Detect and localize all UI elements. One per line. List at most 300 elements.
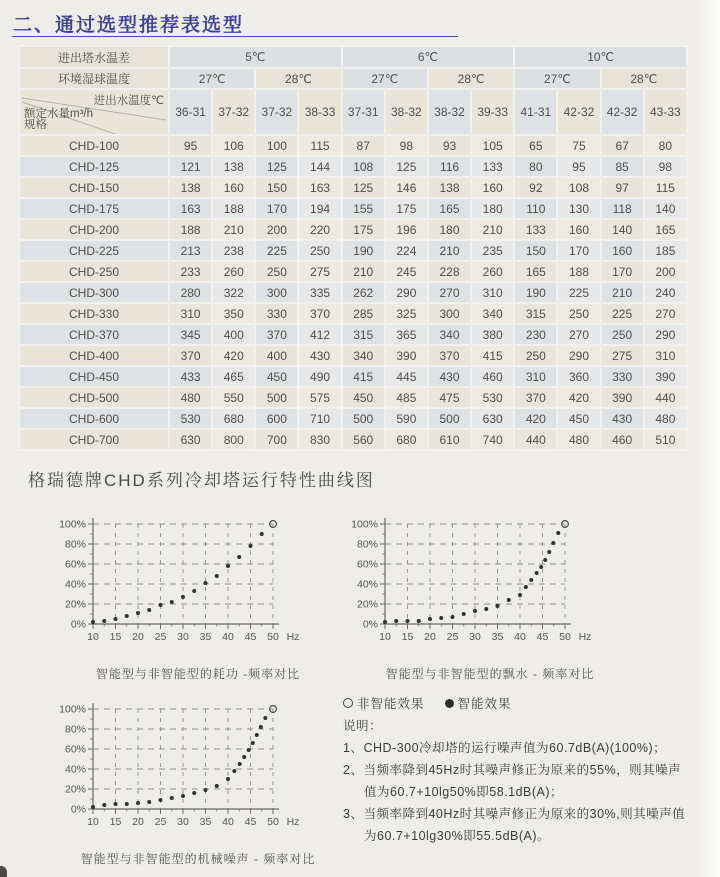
table-cell-flow-value: 290 — [644, 324, 687, 345]
table-row — [19, 345, 687, 366]
table-cell-flow-value: 275 — [601, 345, 644, 366]
table-cell-flow-value: 430 — [601, 408, 644, 429]
table-cell-flow-value: 460 — [471, 366, 514, 387]
row-label-model: CHD-450 — [19, 366, 169, 387]
table-cell-flow-value: 420 — [514, 408, 557, 429]
row-label-model: CHD-500 — [19, 387, 169, 408]
table-cell-flow-value: 322 — [212, 282, 255, 303]
corner-label-spec: 规格 — [24, 119, 47, 131]
table-cell-flow-value: 290 — [557, 345, 600, 366]
table-cell-flow-value: 125 — [255, 156, 298, 177]
table-cell-flow-value: 340 — [471, 303, 514, 324]
header-inlet-outlet-value: 36-31 — [169, 89, 212, 135]
header-temp-diff-value: 6℃ — [342, 46, 515, 68]
legend-entry-non-smart — [343, 694, 425, 712]
table-cell-flow-value: 450 — [255, 366, 298, 387]
table-cell-flow-value: 140 — [601, 219, 644, 240]
table-cell-flow-value: 92 — [514, 177, 557, 198]
curves-section-heading: 格瑞德牌CHD系列冷却塔运行特性曲线图 — [28, 471, 375, 490]
table-cell-flow-value: 290 — [385, 282, 428, 303]
corner-label-inlet-outlet-temp: 进出水温度℃ — [93, 95, 164, 107]
table-row — [19, 429, 687, 450]
table-cell-flow-value: 106 — [212, 135, 255, 156]
table-cell-flow-value: 97 — [601, 177, 644, 198]
table-cell-flow-value: 125 — [385, 156, 428, 177]
table-cell-flow-value: 300 — [255, 282, 298, 303]
table-cell-flow-value: 380 — [471, 324, 514, 345]
svg-text:15: 15 — [109, 816, 122, 828]
row-label-model: CHD-300 — [19, 282, 169, 303]
table-cell-flow-value: 335 — [298, 282, 341, 303]
note-line: 为60.7+10lg30%即55.5dB(A)。 — [364, 829, 551, 843]
svg-text:10: 10 — [87, 816, 99, 828]
table-cell-flow-value: 105 — [471, 135, 514, 156]
table-cell-flow-value: 275 — [298, 261, 341, 282]
svg-text:0%: 0% — [362, 618, 378, 631]
table-cell-flow-value: 630 — [471, 408, 514, 429]
svg-text:100%: 100% — [351, 518, 378, 531]
table-cell-flow-value: 412 — [298, 324, 341, 345]
table-cell-flow-value: 188 — [557, 261, 600, 282]
table-cell-flow-value: 260 — [471, 261, 514, 282]
svg-text:20: 20 — [132, 816, 144, 828]
table-cell-flow-value: 310 — [471, 282, 514, 303]
svg-text:30: 30 — [469, 631, 481, 643]
table-cell-flow-value: 190 — [342, 240, 385, 261]
header-inlet-outlet-value: 38-33 — [298, 89, 341, 135]
svg-text:0%: 0% — [70, 618, 86, 631]
table-cell-flow-value: 250 — [255, 261, 298, 282]
svg-text:45: 45 — [536, 631, 549, 643]
row-label-model: CHD-330 — [19, 303, 169, 324]
table-cell-flow-value: 270 — [557, 324, 600, 345]
table-cell-flow-value: 365 — [385, 324, 428, 345]
drift-frequency-chart — [340, 512, 640, 682]
table-cell-flow-value: 370 — [255, 324, 298, 345]
table-cell-flow-value: 115 — [298, 135, 341, 156]
selection-table — [18, 45, 688, 451]
table-cell-flow-value: 315 — [514, 303, 557, 324]
table-cell-flow-value: 480 — [557, 429, 600, 450]
table-cell-flow-value: 490 — [298, 366, 341, 387]
table-cell-flow-value: 610 — [428, 429, 471, 450]
table-cell-flow-value: 262 — [342, 282, 385, 303]
table-cell-flow-value: 370 — [428, 345, 471, 366]
header-inlet-outlet-value: 37-31 — [342, 89, 385, 135]
table-cell-flow-value: 185 — [644, 240, 687, 261]
table-cell-flow-value: 370 — [514, 387, 557, 408]
table-cell-flow-value: 238 — [212, 240, 255, 261]
table-cell-flow-value: 163 — [298, 177, 341, 198]
drift-frequency-chart-plot — [340, 512, 640, 660]
table-cell-flow-value: 590 — [385, 408, 428, 429]
corner-label-rated-flow: 额定水量m³/h — [24, 108, 93, 120]
table-cell-flow-value: 480 — [169, 387, 212, 408]
header-inlet-outlet-value: 37-32 — [212, 89, 255, 135]
selection-table-header — [19, 46, 687, 135]
table-cell-flow-value: 350 — [212, 303, 255, 324]
header-inlet-outlet-value: 37-32 — [255, 89, 298, 135]
header-inlet-outlet-value: 39-33 — [471, 89, 514, 135]
svg-text:20: 20 — [424, 631, 436, 643]
table-cell-flow-value: 210 — [428, 240, 471, 261]
header-inlet-outlet-value: 38-32 — [428, 89, 471, 135]
table-cell-flow-value: 800 — [212, 429, 255, 450]
table-cell-flow-value: 310 — [644, 345, 687, 366]
table-cell-flow-value: 210 — [601, 282, 644, 303]
header-inlet-outlet-value: 38-32 — [385, 89, 428, 135]
table-cell-flow-value: 340 — [428, 324, 471, 345]
svg-text:50: 50 — [267, 816, 279, 828]
svg-text:25: 25 — [446, 631, 459, 643]
svg-text:45: 45 — [244, 816, 257, 828]
table-cell-flow-value: 170 — [557, 240, 600, 261]
table-cell-flow-value: 433 — [169, 366, 212, 387]
table-cell-flow-value: 170 — [255, 198, 298, 219]
table-cell-flow-value: 220 — [298, 219, 341, 240]
table-cell-flow-value: 340 — [342, 345, 385, 366]
row-label-model: CHD-200 — [19, 219, 169, 240]
svg-text:15: 15 — [401, 631, 414, 643]
svg-text:50: 50 — [559, 631, 571, 643]
svg-text:Hz: Hz — [286, 631, 300, 643]
table-cell-flow-value: 475 — [428, 387, 471, 408]
table-cell-flow-value: 194 — [298, 198, 341, 219]
table-cell-flow-value: 190 — [514, 282, 557, 303]
table-row — [19, 387, 687, 408]
header-label-wet-bulb: 环境湿球温度 — [19, 68, 169, 89]
table-cell-flow-value: 165 — [644, 219, 687, 240]
svg-text:Hz: Hz — [578, 631, 592, 643]
table-cell-flow-value: 140 — [644, 198, 687, 219]
table-cell-flow-value: 430 — [298, 345, 341, 366]
page-edge-strip — [696, 0, 720, 877]
filled-circle-icon — [445, 699, 454, 708]
table-cell-flow-value: 160 — [557, 219, 600, 240]
table-cell-flow-value: 680 — [212, 408, 255, 429]
table-cell-flow-value: 150 — [255, 177, 298, 198]
table-cell-flow-value: 285 — [342, 303, 385, 324]
table-cell-flow-value: 740 — [471, 429, 514, 450]
table-cell-flow-value: 225 — [557, 282, 600, 303]
header-inlet-outlet-value: 42-32 — [557, 89, 600, 135]
svg-text:15: 15 — [109, 631, 122, 643]
table-cell-flow-value: 93 — [428, 135, 471, 156]
table-cell-flow-value: 450 — [557, 408, 600, 429]
table-cell-flow-value: 108 — [557, 177, 600, 198]
note-line: 3、当频率降到40Hz时其噪声修正为原来的30%,则其噪声值 — [343, 807, 686, 821]
header-wet-bulb-value: 27℃ — [342, 68, 428, 89]
svg-text:Hz: Hz — [286, 816, 300, 828]
table-cell-flow-value: 80 — [644, 135, 687, 156]
note-line: 值为60.7+10lg50%即58.1dB(A)； — [364, 785, 564, 799]
header-corner-cell — [19, 89, 169, 135]
row-label-model: CHD-175 — [19, 198, 169, 219]
table-cell-flow-value: 240 — [644, 282, 687, 303]
table-cell-flow-value: 250 — [557, 303, 600, 324]
notes-lines — [343, 737, 715, 847]
row-label-model: CHD-250 — [19, 261, 169, 282]
table-cell-flow-value: 188 — [169, 219, 212, 240]
table-cell-flow-value: 315 — [342, 324, 385, 345]
table-cell-flow-value: 175 — [385, 198, 428, 219]
scan-corner-mark — [0, 866, 7, 877]
table-cell-flow-value: 430 — [428, 366, 471, 387]
header-temp-diff-value: 5℃ — [169, 46, 342, 68]
legend-entry-smart — [445, 694, 512, 712]
title-underline — [12, 36, 458, 37]
row-label-model: CHD-370 — [19, 324, 169, 345]
power-frequency-chart-plot — [48, 512, 348, 660]
table-cell-flow-value: 530 — [471, 387, 514, 408]
table-cell-flow-value: 228 — [428, 261, 471, 282]
svg-text:20%: 20% — [64, 783, 86, 796]
legend-label: 非智能效果 — [357, 697, 425, 711]
row-label-model: CHD-150 — [19, 177, 169, 198]
table-cell-flow-value: 330 — [601, 366, 644, 387]
table-cell-flow-value: 175 — [342, 219, 385, 240]
svg-text:40%: 40% — [356, 578, 378, 591]
table-cell-flow-value: 250 — [514, 345, 557, 366]
table-cell-flow-value: 233 — [169, 261, 212, 282]
row-label-model: CHD-100 — [19, 135, 169, 156]
table-cell-flow-value: 163 — [169, 198, 212, 219]
table-cell-flow-value: 390 — [601, 387, 644, 408]
table-cell-flow-value: 65 — [514, 135, 557, 156]
table-cell-flow-value: 160 — [471, 177, 514, 198]
table-cell-flow-value: 116 — [428, 156, 471, 177]
table-cell-flow-value: 440 — [514, 429, 557, 450]
page-title: 二、通过选型推荐表选型 — [13, 15, 245, 36]
table-cell-flow-value: 224 — [385, 240, 428, 261]
table-cell-flow-value: 415 — [471, 345, 514, 366]
table-cell-flow-value: 85 — [601, 156, 644, 177]
svg-text:50: 50 — [267, 631, 279, 643]
table-cell-flow-value: 118 — [601, 198, 644, 219]
table-cell-flow-value: 450 — [342, 387, 385, 408]
legend-label: 智能效果 — [457, 697, 512, 711]
table-cell-flow-value: 98 — [385, 135, 428, 156]
table-cell-flow-value: 225 — [601, 303, 644, 324]
header-inlet-outlet-value: 41-31 — [514, 89, 557, 135]
table-cell-flow-value: 300 — [428, 303, 471, 324]
table-cell-flow-value: 400 — [255, 345, 298, 366]
table-cell-flow-value: 196 — [385, 219, 428, 240]
table-cell-flow-value: 180 — [428, 219, 471, 240]
table-cell-flow-value: 138 — [428, 177, 471, 198]
table-cell-flow-value: 160 — [212, 177, 255, 198]
table-cell-flow-value: 121 — [169, 156, 212, 177]
header-wet-bulb-value: 28℃ — [601, 68, 687, 89]
table-cell-flow-value: 67 — [601, 135, 644, 156]
chart-legend — [343, 694, 512, 712]
row-label-model: CHD-225 — [19, 240, 169, 261]
table-cell-flow-value: 133 — [471, 156, 514, 177]
table-cell-flow-value: 98 — [644, 156, 687, 177]
svg-text:20%: 20% — [64, 598, 86, 611]
svg-text:20%: 20% — [356, 598, 378, 611]
table-cell-flow-value: 680 — [385, 429, 428, 450]
svg-text:10: 10 — [87, 631, 99, 643]
table-cell-flow-value: 165 — [514, 261, 557, 282]
table-cell-flow-value: 600 — [255, 408, 298, 429]
table-cell-flow-value: 575 — [298, 387, 341, 408]
table-cell-flow-value: 330 — [255, 303, 298, 324]
noise-frequency-chart — [48, 697, 348, 867]
table-cell-flow-value: 95 — [557, 156, 600, 177]
table-cell-flow-value: 710 — [298, 408, 341, 429]
table-cell-flow-value: 445 — [385, 366, 428, 387]
svg-text:40%: 40% — [64, 763, 86, 776]
svg-text:20: 20 — [132, 631, 144, 643]
table-cell-flow-value: 440 — [644, 387, 687, 408]
table-cell-flow-value: 310 — [514, 366, 557, 387]
svg-text:35: 35 — [199, 631, 212, 643]
table-cell-flow-value: 108 — [342, 156, 385, 177]
table-cell-flow-value: 270 — [428, 282, 471, 303]
table-cell-flow-value: 210 — [342, 261, 385, 282]
header-wet-bulb-value: 27℃ — [514, 68, 600, 89]
header-wet-bulb-value: 28℃ — [428, 68, 514, 89]
table-row — [19, 282, 687, 303]
svg-text:40: 40 — [222, 816, 234, 828]
table-cell-flow-value: 87 — [342, 135, 385, 156]
svg-text:80%: 80% — [356, 538, 378, 551]
row-label-model: CHD-600 — [19, 408, 169, 429]
table-cell-flow-value: 180 — [471, 198, 514, 219]
table-cell-flow-value: 146 — [385, 177, 428, 198]
table-cell-flow-value: 160 — [601, 240, 644, 261]
table-cell-flow-value: 325 — [385, 303, 428, 324]
table-cell-flow-value: 465 — [212, 366, 255, 387]
table-cell-flow-value: 500 — [255, 387, 298, 408]
table-cell-flow-value: 170 — [601, 261, 644, 282]
table-row — [19, 198, 687, 219]
table-cell-flow-value: 213 — [169, 240, 212, 261]
table-cell-flow-value: 144 — [298, 156, 341, 177]
table-cell-flow-value: 110 — [514, 198, 557, 219]
table-cell-flow-value: 245 — [385, 261, 428, 282]
table-cell-flow-value: 370 — [298, 303, 341, 324]
svg-text:25: 25 — [154, 816, 167, 828]
table-cell-flow-value: 165 — [428, 198, 471, 219]
table-row — [19, 408, 687, 429]
svg-text:80%: 80% — [64, 538, 86, 551]
table-cell-flow-value: 420 — [557, 387, 600, 408]
row-label-model: CHD-400 — [19, 345, 169, 366]
header-row-temp-diff — [19, 46, 687, 68]
table-cell-flow-value: 280 — [169, 282, 212, 303]
svg-text:40%: 40% — [64, 578, 86, 591]
header-wet-bulb-value: 28℃ — [255, 68, 341, 89]
table-cell-flow-value: 400 — [212, 324, 255, 345]
table-cell-flow-value: 230 — [514, 324, 557, 345]
header-inlet-outlet-value: 42-32 — [601, 89, 644, 135]
table-cell-flow-value: 138 — [212, 156, 255, 177]
table-row — [19, 219, 687, 240]
table-cell-flow-value: 125 — [342, 177, 385, 198]
table-cell-flow-value: 500 — [428, 408, 471, 429]
table-cell-flow-value: 485 — [385, 387, 428, 408]
table-cell-flow-value: 133 — [514, 219, 557, 240]
svg-text:80%: 80% — [64, 723, 86, 736]
table-cell-flow-value: 95 — [169, 135, 212, 156]
table-cell-flow-value: 550 — [212, 387, 255, 408]
table-cell-flow-value: 420 — [212, 345, 255, 366]
table-cell-flow-value: 130 — [557, 198, 600, 219]
table-cell-flow-value: 700 — [255, 429, 298, 450]
svg-text:60%: 60% — [64, 558, 86, 571]
row-label-model: CHD-125 — [19, 156, 169, 177]
table-cell-flow-value: 460 — [601, 429, 644, 450]
header-label-temp-diff: 进出塔水温差 — [19, 46, 169, 68]
table-cell-flow-value: 260 — [212, 261, 255, 282]
header-inlet-outlet-value: 43-33 — [644, 89, 687, 135]
header-row-wet-bulb — [19, 68, 687, 89]
svg-text:60%: 60% — [64, 743, 86, 756]
table-cell-flow-value: 75 — [557, 135, 600, 156]
noise-frequency-chart-plot — [48, 697, 348, 845]
table-cell-flow-value: 530 — [169, 408, 212, 429]
table-cell-flow-value: 138 — [169, 177, 212, 198]
svg-text:30: 30 — [177, 816, 189, 828]
table-cell-flow-value: 345 — [169, 324, 212, 345]
table-cell-flow-value: 415 — [342, 366, 385, 387]
table-row — [19, 324, 687, 345]
table-cell-flow-value: 830 — [298, 429, 341, 450]
notes-title: 说明： — [343, 719, 383, 733]
table-row — [19, 261, 687, 282]
table-cell-flow-value: 310 — [169, 303, 212, 324]
svg-text:40: 40 — [222, 631, 234, 643]
svg-text:35: 35 — [199, 816, 212, 828]
svg-text:60%: 60% — [356, 558, 378, 571]
open-circle-icon — [343, 698, 353, 708]
table-cell-flow-value: 480 — [644, 408, 687, 429]
table-row — [19, 240, 687, 261]
table-row — [19, 135, 687, 156]
notes-block — [343, 715, 715, 847]
table-cell-flow-value: 370 — [169, 345, 212, 366]
table-cell-flow-value: 225 — [255, 240, 298, 261]
power-frequency-chart — [48, 512, 348, 682]
header-temp-diff-value: 10℃ — [514, 46, 687, 68]
svg-text:35: 35 — [491, 631, 504, 643]
table-cell-flow-value: 250 — [601, 324, 644, 345]
table-cell-flow-value: 270 — [644, 303, 687, 324]
table-cell-flow-value: 200 — [644, 261, 687, 282]
svg-text:10: 10 — [379, 631, 391, 643]
table-cell-flow-value: 210 — [212, 219, 255, 240]
table-cell-flow-value: 560 — [342, 429, 385, 450]
table-cell-flow-value: 200 — [255, 219, 298, 240]
table-row — [19, 366, 687, 387]
table-cell-flow-value: 100 — [255, 135, 298, 156]
table-cell-flow-value: 250 — [298, 240, 341, 261]
chart-caption: 智能型与非智能型的耗功 -频率对比 — [95, 667, 301, 681]
header-wet-bulb-value: 27℃ — [169, 68, 255, 89]
table-cell-flow-value: 80 — [514, 156, 557, 177]
svg-text:0%: 0% — [70, 803, 86, 816]
svg-text:40: 40 — [514, 631, 526, 643]
table-row — [19, 303, 687, 324]
row-label-model: CHD-700 — [19, 429, 169, 450]
table-cell-flow-value: 150 — [514, 240, 557, 261]
table-cell-flow-value: 188 — [212, 198, 255, 219]
svg-text:100%: 100% — [59, 518, 86, 531]
table-cell-flow-value: 155 — [342, 198, 385, 219]
header-row-inlet-outlet — [19, 89, 687, 135]
